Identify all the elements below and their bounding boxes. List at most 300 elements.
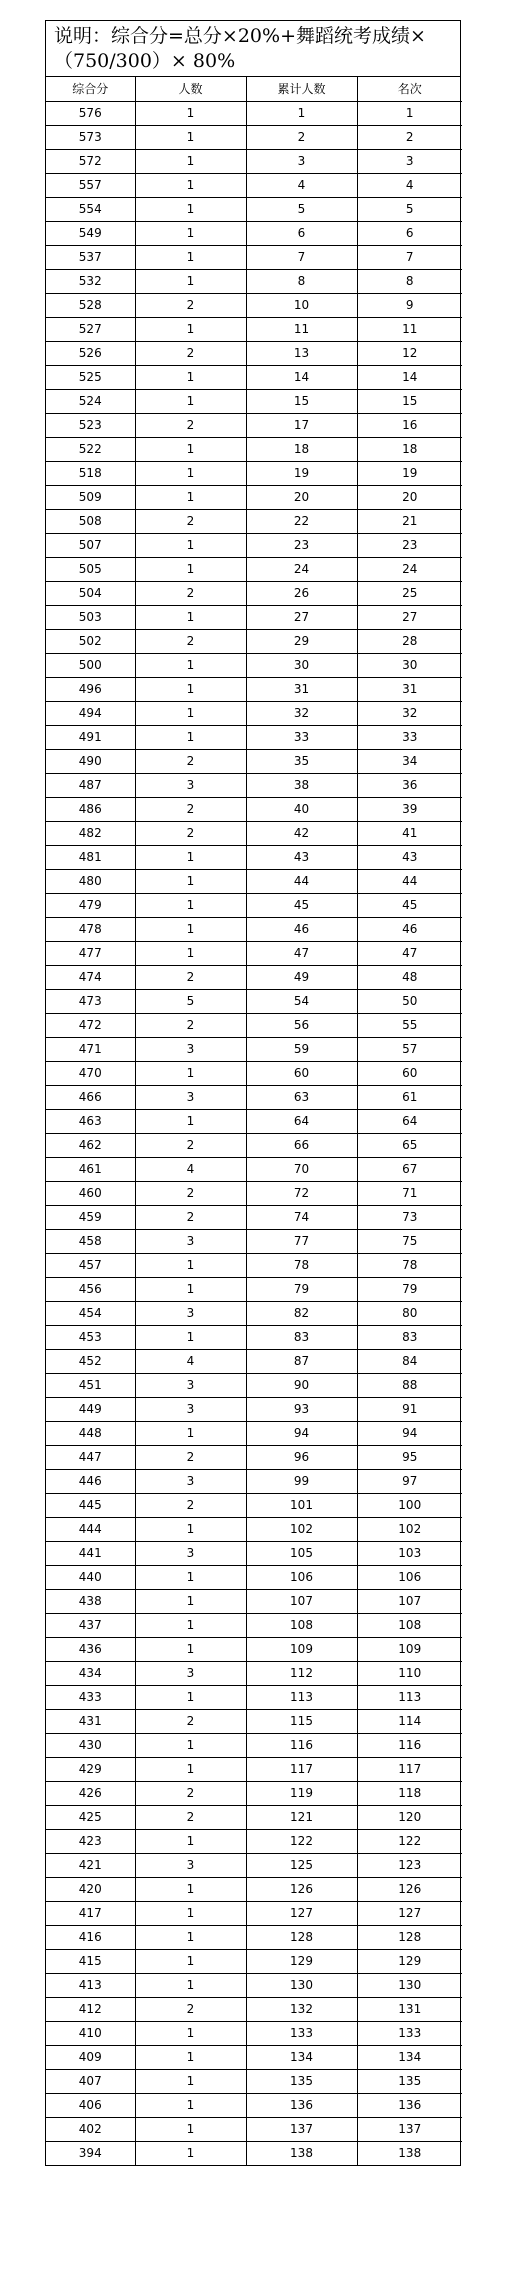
cell-count: 1 [135, 557, 246, 581]
cell-score: 429 [46, 1757, 135, 1781]
table-row [46, 1709, 462, 1733]
cell-count: 1 [135, 1685, 246, 1709]
table-row [46, 1205, 462, 1229]
cell-count: 1 [135, 1325, 246, 1349]
cell-score: 433 [46, 1685, 135, 1709]
cell-cumulative: 5 [246, 197, 357, 221]
cell-count: 1 [135, 485, 246, 509]
cell-count: 1 [135, 1421, 246, 1445]
cell-score: 494 [46, 701, 135, 725]
cell-rank: 34 [357, 749, 462, 773]
cell-rank: 106 [357, 1565, 462, 1589]
cell-rank: 122 [357, 1829, 462, 1853]
cell-rank: 116 [357, 1733, 462, 1757]
cell-score: 426 [46, 1781, 135, 1805]
cell-cumulative: 90 [246, 1373, 357, 1397]
cell-cumulative: 101 [246, 1493, 357, 1517]
cell-count: 2 [135, 1493, 246, 1517]
cell-cumulative: 14 [246, 365, 357, 389]
cell-cumulative: 138 [246, 2141, 357, 2165]
cell-rank: 67 [357, 1157, 462, 1181]
cell-rank: 100 [357, 1493, 462, 1517]
cell-rank: 95 [357, 1445, 462, 1469]
cell-rank: 118 [357, 1781, 462, 1805]
cell-count: 2 [135, 293, 246, 317]
cell-score: 503 [46, 605, 135, 629]
cell-cumulative: 77 [246, 1229, 357, 1253]
table-row [46, 1397, 462, 1421]
cell-score: 437 [46, 1613, 135, 1637]
cell-score: 532 [46, 269, 135, 293]
table-row [46, 1853, 462, 1877]
cell-rank: 44 [357, 869, 462, 893]
cell-score: 479 [46, 893, 135, 917]
cell-count: 1 [135, 1925, 246, 1949]
cell-cumulative: 83 [246, 1325, 357, 1349]
cell-score: 504 [46, 581, 135, 605]
cell-count: 1 [135, 245, 246, 269]
cell-cumulative: 40 [246, 797, 357, 821]
table-row [46, 1037, 462, 1061]
cell-score: 430 [46, 1733, 135, 1757]
cell-cumulative: 96 [246, 1445, 357, 1469]
cell-cumulative: 87 [246, 1349, 357, 1373]
table-row [46, 2117, 462, 2141]
cell-rank: 109 [357, 1637, 462, 1661]
cell-cumulative: 126 [246, 1877, 357, 1901]
table-row [46, 221, 462, 245]
table-row [46, 941, 462, 965]
cell-score: 445 [46, 1493, 135, 1517]
cell-rank: 64 [357, 1109, 462, 1133]
cell-count: 1 [135, 701, 246, 725]
table-row [46, 461, 462, 485]
cell-count: 1 [135, 653, 246, 677]
cell-score: 573 [46, 125, 135, 149]
cell-count: 3 [135, 1397, 246, 1421]
cell-rank: 36 [357, 773, 462, 797]
cell-score: 466 [46, 1085, 135, 1109]
cell-cumulative: 30 [246, 653, 357, 677]
table-row [46, 1637, 462, 1661]
cell-rank: 2 [357, 125, 462, 149]
cell-cumulative: 56 [246, 1013, 357, 1037]
cell-rank: 4 [357, 173, 462, 197]
cell-rank: 28 [357, 629, 462, 653]
cell-rank: 127 [357, 1901, 462, 1925]
cell-count: 1 [135, 2117, 246, 2141]
cell-rank: 120 [357, 1805, 462, 1829]
cell-score: 572 [46, 149, 135, 173]
cell-count: 1 [135, 1901, 246, 1925]
table-row [46, 1277, 462, 1301]
cell-score: 431 [46, 1709, 135, 1733]
table-row [46, 317, 462, 341]
cell-score: 481 [46, 845, 135, 869]
table-note: 说明：综合分=总分×20%+舞蹈统考成绩×（750/300）× 80% [46, 21, 460, 77]
cell-count: 1 [135, 1253, 246, 1277]
score-table-sheet [45, 20, 461, 2166]
cell-cumulative: 70 [246, 1157, 357, 1181]
cell-count: 1 [135, 1949, 246, 1973]
cell-rank: 15 [357, 389, 462, 413]
table-row [46, 1133, 462, 1157]
cell-rank: 133 [357, 2021, 462, 2045]
cell-cumulative: 19 [246, 461, 357, 485]
table-row [46, 1061, 462, 1085]
cell-score: 423 [46, 1829, 135, 1853]
cell-cumulative: 4 [246, 173, 357, 197]
cell-rank: 50 [357, 989, 462, 1013]
cell-score: 416 [46, 1925, 135, 1949]
cell-count: 2 [135, 1445, 246, 1469]
table-row [46, 557, 462, 581]
cell-cumulative: 43 [246, 845, 357, 869]
table-row [46, 1541, 462, 1565]
table-row [46, 1685, 462, 1709]
cell-score: 415 [46, 1949, 135, 1973]
cell-rank: 73 [357, 1205, 462, 1229]
cell-count: 2 [135, 1133, 246, 1157]
cell-count: 3 [135, 1541, 246, 1565]
table-row [46, 485, 462, 509]
cell-cumulative: 122 [246, 1829, 357, 1853]
cell-score: 487 [46, 773, 135, 797]
cell-score: 406 [46, 2093, 135, 2117]
cell-score: 394 [46, 2141, 135, 2165]
table-row [46, 1157, 462, 1181]
cell-count: 1 [135, 941, 246, 965]
cell-cumulative: 127 [246, 1901, 357, 1925]
cell-rank: 19 [357, 461, 462, 485]
cell-cumulative: 54 [246, 989, 357, 1013]
cell-rank: 134 [357, 2045, 462, 2069]
cell-cumulative: 59 [246, 1037, 357, 1061]
header-score: 综合分 [46, 77, 135, 101]
table-row [46, 1085, 462, 1109]
cell-rank: 46 [357, 917, 462, 941]
table-row [46, 149, 462, 173]
table-row [46, 749, 462, 773]
cell-score: 505 [46, 557, 135, 581]
cell-count: 2 [135, 1709, 246, 1733]
cell-score: 417 [46, 1901, 135, 1925]
table-row [46, 1565, 462, 1589]
cell-score: 458 [46, 1229, 135, 1253]
cell-cumulative: 26 [246, 581, 357, 605]
cell-score: 473 [46, 989, 135, 1013]
cell-cumulative: 1 [246, 101, 357, 125]
cell-rank: 21 [357, 509, 462, 533]
cell-cumulative: 7 [246, 245, 357, 269]
cell-cumulative: 72 [246, 1181, 357, 1205]
table-row [46, 1805, 462, 1829]
table-row [46, 1253, 462, 1277]
cell-score: 477 [46, 941, 135, 965]
cell-score: 421 [46, 1853, 135, 1877]
cell-score: 413 [46, 1973, 135, 1997]
cell-cumulative: 105 [246, 1541, 357, 1565]
cell-cumulative: 115 [246, 1709, 357, 1733]
cell-count: 1 [135, 1109, 246, 1133]
table-row [46, 845, 462, 869]
cell-score: 472 [46, 1013, 135, 1037]
cell-count: 2 [135, 1997, 246, 2021]
cell-score: 524 [46, 389, 135, 413]
cell-cumulative: 94 [246, 1421, 357, 1445]
cell-score: 490 [46, 749, 135, 773]
cell-cumulative: 116 [246, 1733, 357, 1757]
cell-count: 3 [135, 1037, 246, 1061]
cell-rank: 78 [357, 1253, 462, 1277]
cell-score: 557 [46, 173, 135, 197]
cell-cumulative: 132 [246, 1997, 357, 2021]
cell-cumulative: 20 [246, 485, 357, 509]
cell-score: 436 [46, 1637, 135, 1661]
cell-score: 452 [46, 1349, 135, 1373]
table-row [46, 1661, 462, 1685]
cell-count: 1 [135, 1733, 246, 1757]
cell-count: 2 [135, 413, 246, 437]
cell-count: 1 [135, 317, 246, 341]
table-row [46, 125, 462, 149]
cell-count: 1 [135, 197, 246, 221]
cell-score: 412 [46, 1997, 135, 2021]
cell-cumulative: 18 [246, 437, 357, 461]
cell-score: 527 [46, 317, 135, 341]
cell-rank: 3 [357, 149, 462, 173]
cell-count: 5 [135, 989, 246, 1013]
cell-count: 2 [135, 797, 246, 821]
cell-score: 463 [46, 1109, 135, 1133]
cell-score: 440 [46, 1565, 135, 1589]
table-row [46, 2021, 462, 2045]
table-row [46, 629, 462, 653]
table-row [46, 821, 462, 845]
cell-count: 2 [135, 965, 246, 989]
cell-count: 1 [135, 533, 246, 557]
table-row [46, 1181, 462, 1205]
cell-cumulative: 44 [246, 869, 357, 893]
cell-count: 1 [135, 461, 246, 485]
cell-count: 3 [135, 773, 246, 797]
cell-cumulative: 24 [246, 557, 357, 581]
cell-cumulative: 93 [246, 1397, 357, 1421]
cell-score: 460 [46, 1181, 135, 1205]
cell-count: 1 [135, 365, 246, 389]
cell-count: 1 [135, 917, 246, 941]
cell-score: 425 [46, 1805, 135, 1829]
cell-cumulative: 136 [246, 2093, 357, 2117]
table-row [46, 1589, 462, 1613]
table-row [46, 245, 462, 269]
cell-cumulative: 3 [246, 149, 357, 173]
cell-count: 3 [135, 1085, 246, 1109]
table-row [46, 101, 462, 125]
cell-score: 407 [46, 2069, 135, 2093]
cell-score: 461 [46, 1157, 135, 1181]
cell-count: 2 [135, 821, 246, 845]
table-row [46, 773, 462, 797]
cell-score: 453 [46, 1325, 135, 1349]
cell-rank: 97 [357, 1469, 462, 1493]
cell-count: 1 [135, 2069, 246, 2093]
table-row [46, 701, 462, 725]
cell-score: 456 [46, 1277, 135, 1301]
cell-rank: 48 [357, 965, 462, 989]
score-table [46, 77, 462, 2165]
table-row [46, 1901, 462, 1925]
cell-rank: 103 [357, 1541, 462, 1565]
cell-score: 462 [46, 1133, 135, 1157]
cell-score: 420 [46, 1877, 135, 1901]
cell-score: 478 [46, 917, 135, 941]
cell-rank: 6 [357, 221, 462, 245]
table-row [46, 1757, 462, 1781]
table-row [46, 1877, 462, 1901]
cell-count: 4 [135, 1157, 246, 1181]
cell-score: 507 [46, 533, 135, 557]
header-count: 人数 [135, 77, 246, 101]
cell-cumulative: 135 [246, 2069, 357, 2093]
table-row [46, 389, 462, 413]
cell-score: 554 [46, 197, 135, 221]
cell-rank: 129 [357, 1949, 462, 1973]
cell-rank: 18 [357, 437, 462, 461]
table-row [46, 869, 462, 893]
table-row [46, 653, 462, 677]
cell-cumulative: 121 [246, 1805, 357, 1829]
cell-rank: 1 [357, 101, 462, 125]
cell-cumulative: 13 [246, 341, 357, 365]
cell-cumulative: 128 [246, 1925, 357, 1949]
cell-cumulative: 23 [246, 533, 357, 557]
cell-cumulative: 74 [246, 1205, 357, 1229]
cell-count: 2 [135, 1205, 246, 1229]
cell-score: 409 [46, 2045, 135, 2069]
table-row [46, 893, 462, 917]
cell-count: 1 [135, 221, 246, 245]
cell-count: 1 [135, 2021, 246, 2045]
cell-cumulative: 31 [246, 677, 357, 701]
cell-score: 549 [46, 221, 135, 245]
cell-rank: 80 [357, 1301, 462, 1325]
cell-count: 2 [135, 581, 246, 605]
table-row [46, 1613, 462, 1637]
cell-rank: 107 [357, 1589, 462, 1613]
table-row [46, 1949, 462, 1973]
cell-rank: 128 [357, 1925, 462, 1949]
cell-rank: 65 [357, 1133, 462, 1157]
cell-cumulative: 78 [246, 1253, 357, 1277]
cell-cumulative: 112 [246, 1661, 357, 1685]
table-row [46, 1013, 462, 1037]
cell-cumulative: 17 [246, 413, 357, 437]
cell-score: 454 [46, 1301, 135, 1325]
table-row [46, 1925, 462, 1949]
cell-cumulative: 38 [246, 773, 357, 797]
cell-cumulative: 46 [246, 917, 357, 941]
cell-score: 509 [46, 485, 135, 509]
cell-count: 1 [135, 893, 246, 917]
cell-count: 1 [135, 1757, 246, 1781]
cell-count: 3 [135, 1469, 246, 1493]
cell-count: 2 [135, 341, 246, 365]
cell-score: 448 [46, 1421, 135, 1445]
cell-cumulative: 10 [246, 293, 357, 317]
cell-rank: 83 [357, 1325, 462, 1349]
cell-count: 1 [135, 1613, 246, 1637]
cell-score: 537 [46, 245, 135, 269]
cell-cumulative: 134 [246, 2045, 357, 2069]
cell-rank: 31 [357, 677, 462, 701]
cell-score: 480 [46, 869, 135, 893]
cell-cumulative: 82 [246, 1301, 357, 1325]
table-row [46, 1301, 462, 1325]
cell-rank: 9 [357, 293, 462, 317]
cell-cumulative: 137 [246, 2117, 357, 2141]
table-row [46, 2141, 462, 2165]
cell-count: 1 [135, 2045, 246, 2069]
table-row [46, 965, 462, 989]
cell-score: 502 [46, 629, 135, 653]
table-row [46, 605, 462, 629]
cell-rank: 117 [357, 1757, 462, 1781]
cell-count: 1 [135, 125, 246, 149]
cell-score: 518 [46, 461, 135, 485]
cell-count: 1 [135, 1637, 246, 1661]
cell-rank: 12 [357, 341, 462, 365]
cell-count: 1 [135, 1877, 246, 1901]
table-row [46, 293, 462, 317]
cell-count: 1 [135, 677, 246, 701]
table-row [46, 413, 462, 437]
cell-rank: 55 [357, 1013, 462, 1037]
cell-rank: 61 [357, 1085, 462, 1109]
table-row [46, 173, 462, 197]
cell-rank: 24 [357, 557, 462, 581]
cell-score: 471 [46, 1037, 135, 1061]
table-row [46, 797, 462, 821]
cell-rank: 8 [357, 269, 462, 293]
cell-score: 474 [46, 965, 135, 989]
cell-rank: 60 [357, 1061, 462, 1085]
table-row [46, 1493, 462, 1517]
cell-cumulative: 15 [246, 389, 357, 413]
cell-rank: 32 [357, 701, 462, 725]
cell-score: 482 [46, 821, 135, 845]
table-row [46, 341, 462, 365]
cell-count: 1 [135, 269, 246, 293]
table-row [46, 1349, 462, 1373]
cell-count: 1 [135, 845, 246, 869]
table-row [46, 2093, 462, 2117]
cell-cumulative: 45 [246, 893, 357, 917]
cell-cumulative: 117 [246, 1757, 357, 1781]
cell-rank: 25 [357, 581, 462, 605]
cell-cumulative: 6 [246, 221, 357, 245]
cell-cumulative: 22 [246, 509, 357, 533]
cell-score: 410 [46, 2021, 135, 2045]
cell-count: 1 [135, 869, 246, 893]
cell-count: 1 [135, 101, 246, 125]
cell-count: 2 [135, 1781, 246, 1805]
cell-cumulative: 47 [246, 941, 357, 965]
cell-count: 1 [135, 725, 246, 749]
header-rank: 名次 [357, 77, 462, 101]
cell-score: 491 [46, 725, 135, 749]
cell-rank: 47 [357, 941, 462, 965]
